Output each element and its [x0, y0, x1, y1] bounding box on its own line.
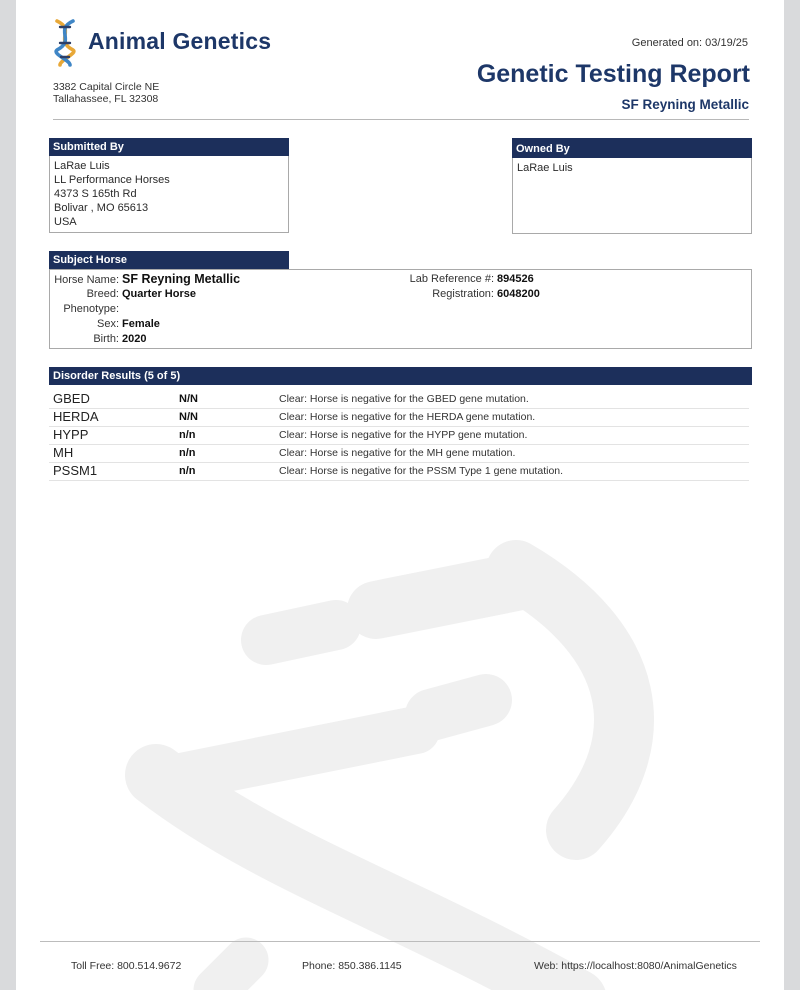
- submitted-by-line: LL Performance Horses: [54, 174, 170, 186]
- disorder-name: MH: [53, 445, 74, 460]
- submitted-by-line: LaRae Luis: [54, 160, 110, 172]
- generated-date: Generated on: 03/19/25: [631, 37, 748, 49]
- owned-by-body: [512, 158, 752, 234]
- disorder-description: Clear: Horse is negative for the MH gene mutation.: [279, 447, 516, 459]
- submitted-by-body: [49, 156, 289, 233]
- lab-reference-label: Lab Reference #:: [409, 273, 494, 285]
- registration-value: 6048200: [497, 288, 540, 300]
- footer-divider: [40, 941, 760, 942]
- brand-name: Animal Genetics: [88, 28, 272, 54]
- table-row: [49, 462, 749, 481]
- disorder-result: N/N: [179, 393, 198, 405]
- breed-value: Quarter Horse: [122, 288, 196, 300]
- disorder-name: PSSM1: [53, 463, 98, 478]
- disorder-description: Clear: Horse is negative for the GBED gene mutation.: [279, 393, 529, 405]
- horse-name-value: SF Reyning Metallic: [122, 272, 241, 286]
- address-line-2: Tallahassee, FL 32308: [53, 93, 159, 105]
- disorder-result: n/n: [179, 429, 196, 441]
- disorder-description: Clear: Horse is negative for the HYPP gene mutation.: [279, 429, 528, 441]
- owned-by-panel: [512, 138, 752, 234]
- disorder-description: Clear: Horse is negative for the PSSM Type 1 gene mutation.: [279, 465, 564, 477]
- phenotype-row: [53, 302, 122, 317]
- sex-row: [53, 317, 160, 332]
- sex-label: Sex:: [96, 318, 119, 330]
- dna-helix-icon: [52, 18, 78, 68]
- submitted-by-line: 4373 S 165th Rd: [54, 188, 137, 200]
- breed-row: [53, 287, 196, 302]
- lab-reference-row: [386, 272, 534, 287]
- disorder-result: N/N: [179, 411, 198, 423]
- subject-horse-title: Subject Horse: [49, 251, 289, 269]
- disorder-name: HYPP: [53, 427, 89, 442]
- report-horse-name: SF Reyning Metallic: [621, 97, 749, 112]
- footer-toll-free: Toll Free: 800.514.9672: [71, 960, 182, 972]
- disorder-description: Clear: Horse is negative for the HERDA gene mutation.: [279, 411, 536, 423]
- owned-by-title: Owned By: [512, 138, 752, 158]
- disorder-results-title: Disorder Results (5 of 5): [49, 367, 752, 385]
- registration-label: Registration:: [432, 288, 494, 300]
- horse-name-label: Horse Name:: [54, 274, 119, 286]
- phenotype-label: Phenotype:: [63, 303, 119, 315]
- owned-by-line: LaRae Luis: [517, 162, 573, 174]
- table-row: [49, 408, 749, 427]
- disorder-name: HERDA: [53, 409, 99, 424]
- disorder-name: GBED: [53, 391, 90, 406]
- table-row: [49, 426, 749, 445]
- lab-reference-value: 894526: [497, 273, 534, 285]
- submitted-by-title: Submitted By: [49, 138, 289, 156]
- subject-horse-body: [49, 269, 752, 349]
- birth-value: 2020: [122, 333, 147, 345]
- horse-name-row: [53, 272, 240, 288]
- header-divider: [53, 119, 749, 120]
- sex-value: Female: [122, 318, 160, 330]
- table-row: [49, 390, 749, 409]
- address-line-1: 3382 Capital Circle NE: [53, 81, 160, 93]
- disorder-result: n/n: [179, 465, 196, 477]
- table-row: [49, 444, 749, 463]
- registration-row: [386, 287, 540, 302]
- report-title: Genetic Testing Report: [476, 60, 750, 88]
- company-address: [53, 81, 159, 105]
- report-page: [16, 0, 784, 990]
- submitted-by-line: Bolivar , MO 65613: [54, 202, 149, 214]
- birth-row: [53, 332, 146, 347]
- submitted-by-line: USA: [54, 216, 77, 228]
- submitted-by-panel: [49, 138, 289, 233]
- disorder-result: n/n: [179, 447, 196, 459]
- footer-web: Web: https://localhost:8080/AnimalGenetics: [534, 960, 737, 972]
- birth-label: Birth:: [93, 333, 119, 345]
- footer-phone: Phone: 850.386.1145: [302, 960, 402, 972]
- breed-label: Breed:: [86, 288, 119, 300]
